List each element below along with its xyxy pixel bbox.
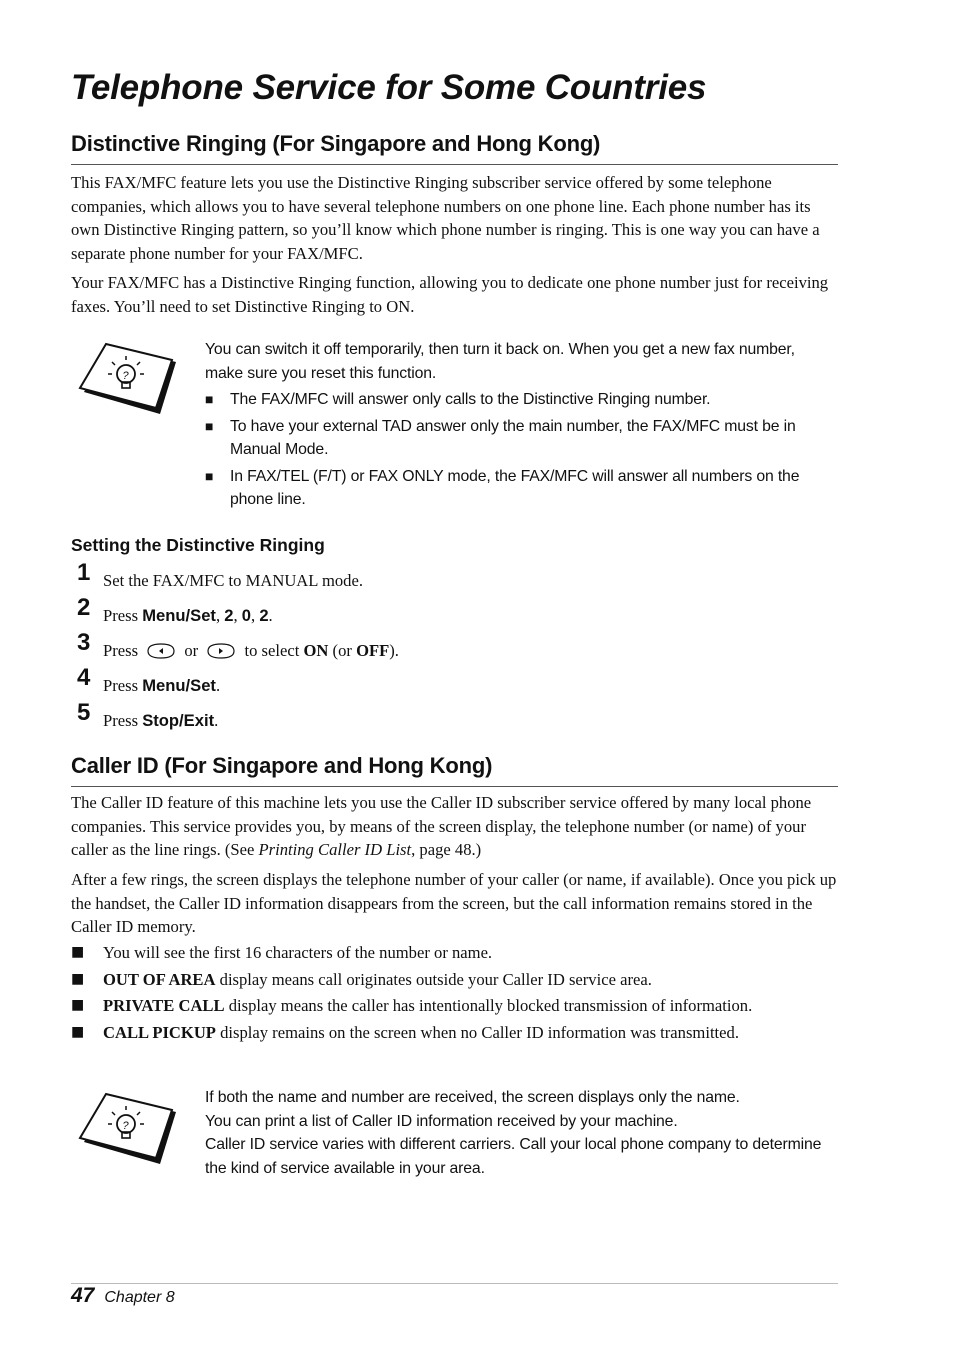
section-heading-distinctive-ringing: Distinctive Ringing (For Singapore and Hong Kong) — [71, 130, 838, 165]
list-item: ■ The FAX/MFC will answer only calls to the Distinctive Ringing number. — [205, 388, 837, 412]
section-heading-caller-id: Caller ID (For Singapore and Hong Kong) — [71, 752, 838, 787]
chapter-label: Chapter 8 — [104, 1289, 175, 1306]
paragraph-caller-id-display: After a few rings, the screen displays the telephone number of your caller (or name, if available). Once you pick up the handset, the Caller ID information disappears from the screen, but the call information remains stored in the Caller ID memory. — [71, 870, 837, 936]
step-1: 1 Set the FAX/MFC to MANUAL mode. — [77, 559, 363, 590]
nav-right-key-icon — [205, 641, 237, 661]
nav-left-key-icon — [145, 641, 177, 661]
step-3: 3 Press or to select ON (or OFF). — [77, 629, 399, 660]
list-item: ■ To have your external TAD answer only the main number, the FAX/MFC must be in Manual Mode. — [205, 415, 837, 462]
list-item: ■ PRIVATE CALL display means the caller has intentionally blocked transmission of information. — [71, 994, 838, 1018]
bullet-square-icon: ■ — [205, 391, 214, 407]
step-4: 4 Press Menu/Set. — [77, 664, 221, 695]
key-menu-set: Menu/Set — [142, 606, 216, 625]
svg-text:?: ? — [122, 1120, 129, 1132]
caller-id-bullet-list — [71, 941, 838, 1047]
step-number: 3 — [77, 629, 91, 656]
cross-reference: Printing Caller ID List — [258, 840, 412, 859]
bullet-square-icon: ■ — [71, 970, 85, 987]
bullet-square-icon: ■ — [71, 1023, 85, 1040]
key-stop-exit: Stop/Exit — [142, 711, 215, 730]
page-number: 47 — [71, 1284, 95, 1307]
note-text — [205, 1086, 837, 1180]
note-line: If both the name and number are received, the screen displays only the name. — [205, 1089, 740, 1106]
footer-divider — [71, 1283, 838, 1284]
note-intro: You can switch it off temporarily, then turn it back on. When you get a new fax number, make sure you reset this function. — [205, 341, 795, 382]
page-footer — [71, 1284, 175, 1308]
step-number: 2 — [77, 594, 91, 621]
key-menu-set: Menu/Set — [142, 676, 216, 695]
lightbulb-note-icon — [76, 342, 180, 414]
list-item: ■ CALL PICKUP display remains on the screen when no Caller ID information was transmitted. — [71, 1021, 838, 1045]
note-line: You can print a list of Caller ID information received by your machine. — [205, 1112, 678, 1130]
bullet-square-icon: ■ — [71, 944, 85, 960]
paragraph-caller-id-intro: The Caller ID feature of this machine lets you use the Caller ID subscriber service offered by many local phone companies. This service provides you, by means of the screen display, the telephone number (or name) of your caller as the line rings. (See Printing Caller ID List, page 48.) — [71, 793, 812, 859]
step-number: 4 — [77, 664, 91, 691]
bullet-square-icon: ■ — [205, 467, 214, 484]
step-number: 1 — [77, 559, 91, 586]
page-title: Telephone Service for Some Countries — [71, 68, 707, 107]
paragraph-distinctive-function: Your FAX/MFC has a Distinctive Ringing function, allowing you to dedicate one phone number just for receiving faxes. You’ll need to set Distinctive Ringing to ON. — [71, 273, 829, 316]
list-item: ■ In FAX/TEL (F/T) or FAX ONLY mode, the FAX/MFC will answer all numbers on the phone line. — [205, 465, 837, 512]
bullet-square-icon: ■ — [71, 997, 85, 1013]
note-text — [205, 338, 837, 512]
step-5: 5 Press Stop/Exit. — [77, 699, 219, 730]
lightbulb-note-icon — [76, 1092, 180, 1164]
step-list — [71, 559, 838, 741]
step-number: 5 — [77, 699, 91, 726]
list-item: ■ You will see the first 16 characters of the number or name. — [71, 941, 838, 965]
note-line: Caller ID service varies with different carriers. Call your local phone company to determine the kind of service available in your area. — [205, 1136, 822, 1177]
svg-text:?: ? — [122, 370, 129, 382]
step-2: 2 Press Menu/Set, 2, 0, 2. — [77, 594, 273, 625]
bullet-square-icon: ■ — [205, 417, 214, 434]
paragraph-distinctive-intro: This FAX/MFC feature lets you use the Distinctive Ringing subscriber service offered by some telephone companies, which allows you to have several telephone numbers on one phone line. Each phone number has its own Distinctive Ringing pattern, so you’ll know which phone number is ringing. This is one way you can have a separate phone number for your FAX/MFC. — [71, 173, 820, 263]
list-item: ■ OUT OF AREA display means call originates outside your Caller ID service area. — [71, 968, 838, 992]
subheading-setting-distinctive: Setting the Distinctive Ringing — [71, 535, 325, 555]
